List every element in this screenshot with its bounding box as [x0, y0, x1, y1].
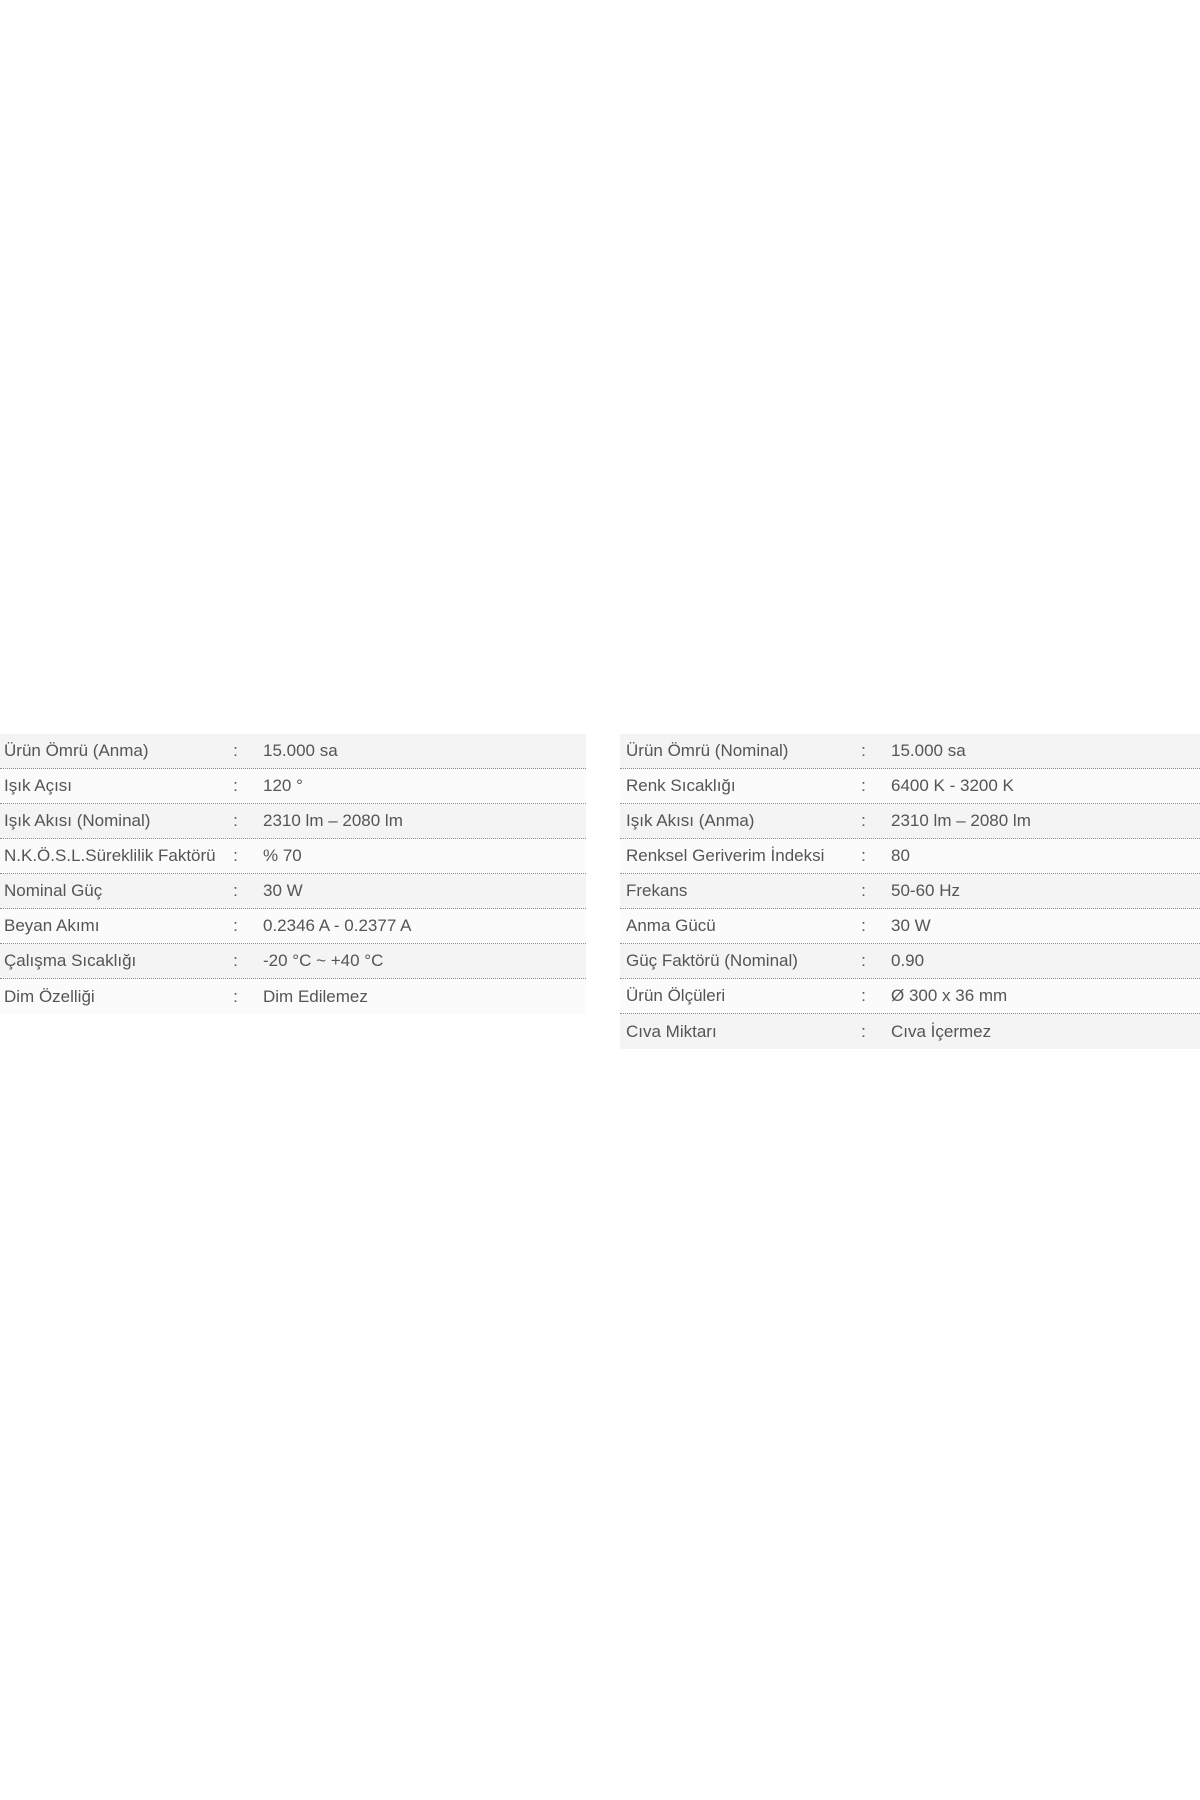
table-row: [0, 769, 586, 804]
table-row: [620, 734, 1200, 769]
table-row: [620, 944, 1200, 979]
spec-separator: :: [861, 881, 866, 900]
spec-value: 2310 lm – 2080 lm: [263, 811, 403, 830]
table-row: [0, 874, 586, 909]
spec-separator: :: [233, 986, 238, 1006]
table-row: [0, 944, 586, 979]
spec-value: -20 °C ~ +40 °C: [263, 951, 384, 970]
spec-separator: :: [233, 916, 238, 935]
table-row: [620, 874, 1200, 909]
spec-separator: :: [861, 846, 866, 865]
table-row: [0, 804, 586, 839]
spec-value: 120 °: [263, 776, 303, 795]
spec-separator: :: [861, 811, 866, 830]
spec-label: Anma Gücü: [626, 916, 716, 935]
spec-value: 15.000 sa: [891, 741, 966, 760]
spec-label: Ürün Ölçüleri: [626, 986, 726, 1005]
spec-value: 6400 K - 3200 K: [891, 776, 1014, 795]
spec-value: 50-60 Hz: [891, 881, 960, 900]
spec-label: Nominal Güç: [4, 881, 103, 900]
spec-label: Dim Özelliği: [4, 986, 95, 1006]
spec-value: % 70: [263, 846, 302, 865]
table-row: [620, 909, 1200, 944]
spec-value: Ø 300 x 36 mm: [891, 986, 1008, 1005]
spec-label: N.K.Ö.S.L.Süreklilik Faktörü: [4, 846, 216, 865]
spec-label: Ürün Ömrü (Anma): [4, 741, 149, 760]
spec-value: 80: [891, 846, 910, 865]
spec-value: 30 W: [263, 881, 303, 900]
table-row: [0, 734, 586, 769]
spec-label: Işık Akısı (Anma): [626, 811, 755, 830]
spec-label: Renk Sıcaklığı: [626, 776, 736, 795]
table-row: [0, 839, 586, 874]
spec-separator: :: [861, 951, 866, 970]
spec-label: Ürün Ömrü (Nominal): [626, 741, 789, 760]
spec-separator: :: [233, 881, 238, 900]
spec-separator: :: [233, 951, 238, 970]
spec-label: Işık Açısı: [4, 776, 73, 795]
table-row: [620, 804, 1200, 839]
spec-table-right: [620, 734, 1200, 1049]
table-row: [620, 839, 1200, 874]
spec-separator: :: [233, 776, 238, 795]
spec-separator: :: [861, 1021, 866, 1041]
spec-label: Işık Akısı (Nominal): [4, 811, 151, 830]
table-row: [620, 769, 1200, 804]
spec-table-left: [0, 734, 586, 1014]
spec-value: 15.000 sa: [263, 741, 338, 760]
spec-value: 0.90: [891, 951, 925, 970]
spec-label: Frekans: [626, 881, 688, 900]
spec-label: Güç Faktörü (Nominal): [626, 951, 798, 970]
spec-separator: :: [861, 741, 866, 760]
table-row: [620, 979, 1200, 1014]
spec-value: 0.2346 A - 0.2377 A: [263, 916, 412, 935]
spec-label: Renksel Geriverim İndeksi: [626, 846, 825, 865]
spec-label: Çalışma Sıcaklığı: [4, 951, 137, 970]
spec-separator: :: [233, 811, 238, 830]
spec-separator: :: [233, 741, 238, 760]
spec-value: Cıva İçermez: [891, 1021, 992, 1041]
table-row: [0, 909, 586, 944]
spec-separator: :: [861, 986, 866, 1005]
table-row: [0, 979, 586, 1014]
spec-value: Dim Edilemez: [263, 986, 368, 1006]
spec-separator: :: [233, 846, 238, 865]
spec-label: Beyan Akımı: [4, 916, 100, 935]
table-row: [620, 1014, 1200, 1049]
spec-value: 30 W: [891, 916, 931, 935]
spec-separator: :: [861, 916, 866, 935]
spec-label: Cıva Miktarı: [626, 1021, 717, 1041]
spec-value: 2310 lm – 2080 lm: [891, 811, 1031, 830]
spec-separator: :: [861, 776, 866, 795]
